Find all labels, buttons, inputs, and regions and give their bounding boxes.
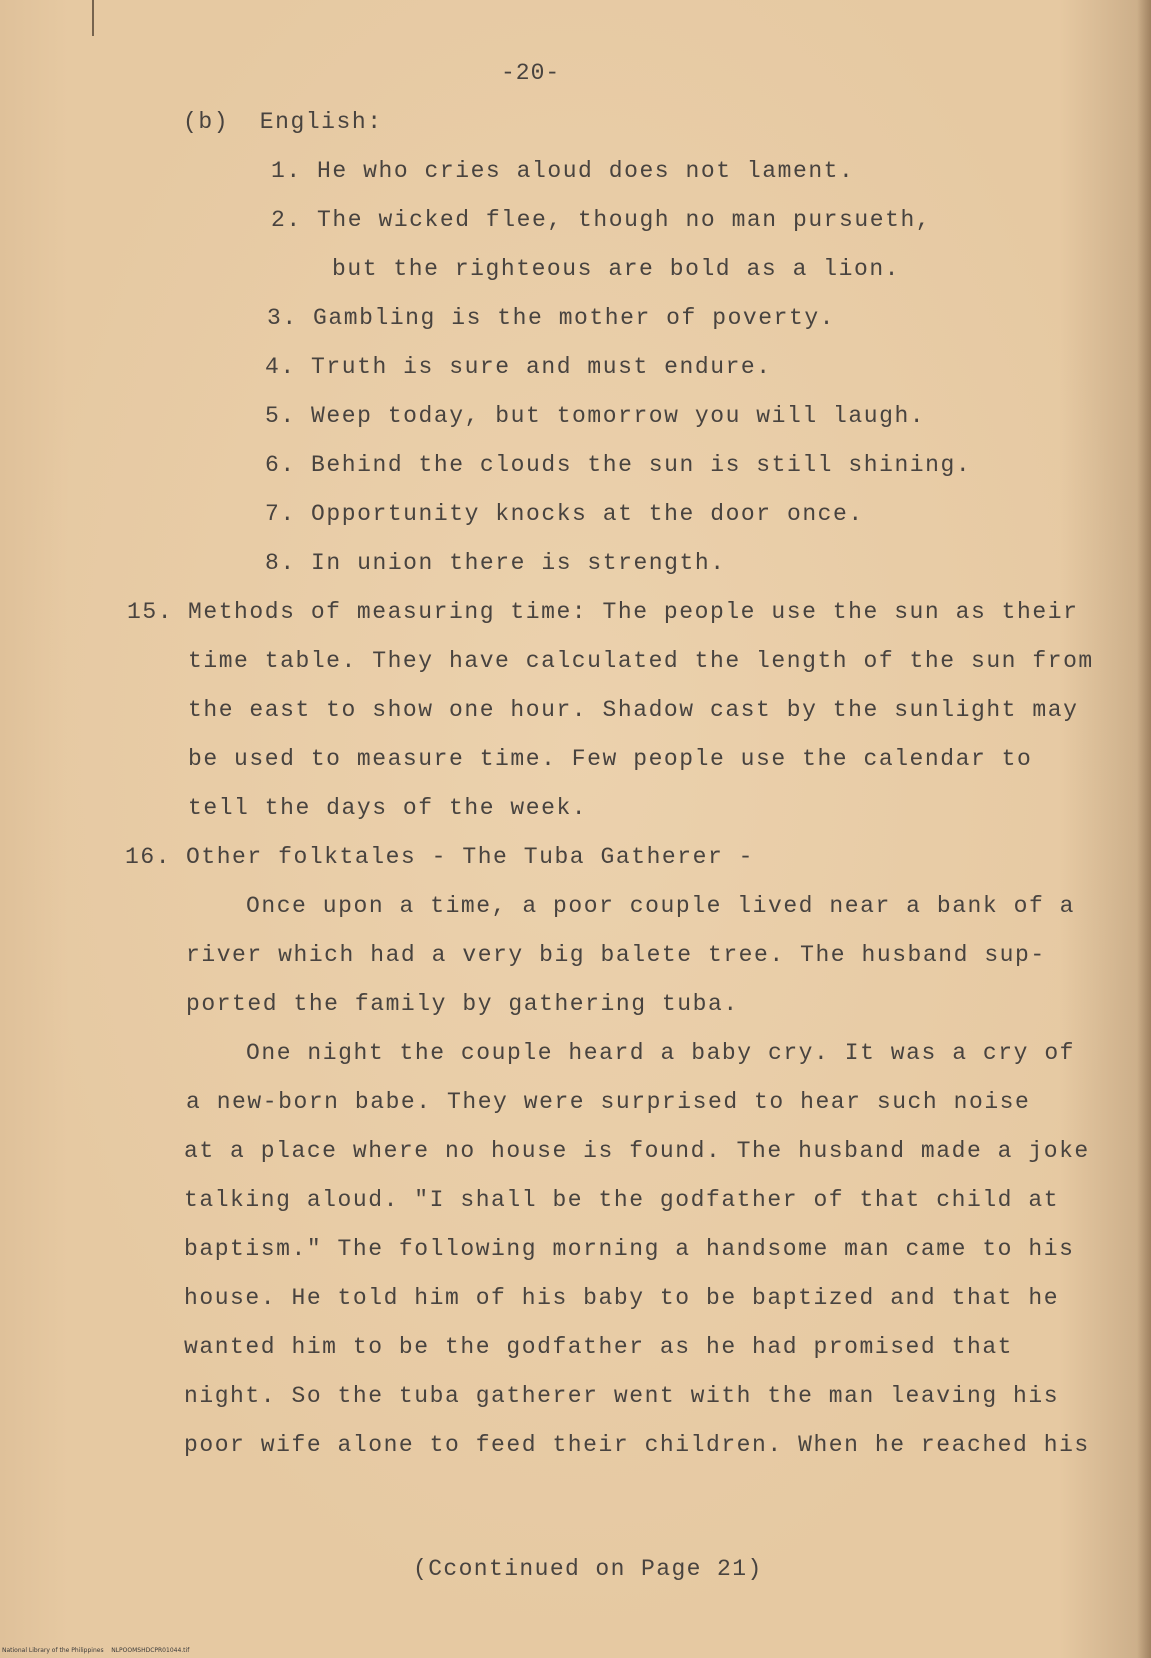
folktale-line: baptism." The following morning a handsome man came to his (184, 1236, 1075, 1262)
section-b-heading: (b) English: (183, 109, 383, 135)
item-15-number: 15. (127, 599, 174, 625)
folktale-line: poor wife alone to feed their children. When he reached his (184, 1432, 1090, 1458)
item-15-line: time table. They have calculated the length of the sun from (188, 648, 1094, 674)
binding-mark (92, 0, 94, 36)
item-15-line: the east to show one hour. Shadow cast by the sunlight may (188, 697, 1079, 723)
folktale-line: Once upon a time, a poor couple lived near a bank of a (246, 893, 1076, 919)
folktale-line: at a place where no house is found. The husband made a joke (184, 1138, 1090, 1164)
proverb-item: 3. Gambling is the mother of poverty. (267, 305, 836, 331)
item-16-heading: Other folktales - The Tuba Gatherer - (186, 844, 755, 870)
folktale-line: house. He told him of his baby to be baptized and that he (184, 1285, 1060, 1311)
proverb-item: 2. The wicked flee, though no man pursueth, (271, 207, 932, 233)
folktale-line: ported the family by gathering tuba. (186, 991, 739, 1017)
proverb-item: 4. Truth is sure and must endure. (265, 354, 772, 380)
item-16-number: 16. (125, 844, 172, 870)
proverb-item: 6. Behind the clouds the sun is still shining. (265, 452, 972, 478)
folktale-line: One night the couple heard a baby cry. It was a cry of (246, 1040, 1076, 1066)
proverb-item: 7. Opportunity knocks at the door once. (265, 501, 864, 527)
proverb-item: 1. He who cries aloud does not lament. (271, 158, 855, 184)
proverb-item: 5. Weep today, but tomorrow you will laugh. (265, 403, 926, 429)
folktale-line: wanted him to be the godfather as he had promised that (184, 1334, 1014, 1360)
folktale-line: night. So the tuba gatherer went with the man leaving his (184, 1383, 1060, 1409)
page-edge-shadow (1137, 0, 1151, 1658)
folktale-line: a new-born babe. They were surprised to hear such noise (186, 1089, 1031, 1115)
item-15-line: be used to measure time. Few people use the calendar to (188, 746, 1033, 772)
continued-note: (Ccontinued on Page 21) (413, 1556, 763, 1582)
item-15-line: tell the days of the week. (188, 795, 588, 821)
page-number: -20- (501, 60, 561, 86)
folktale-line: river which had a very big balete tree. The husband sup- (186, 942, 1046, 968)
archive-caption: National Library of the Philippines NLPOOMSHDCPR01044.tif (2, 1647, 190, 1654)
proverb-item-continuation: but the righteous are bold as a lion. (332, 256, 901, 282)
proverb-item: 8. In union there is strength. (265, 550, 726, 576)
folktale-line: talking aloud. "I shall be the godfather of that child at (184, 1187, 1060, 1213)
item-15-line: Methods of measuring time: The people use the sun as their (188, 599, 1079, 625)
